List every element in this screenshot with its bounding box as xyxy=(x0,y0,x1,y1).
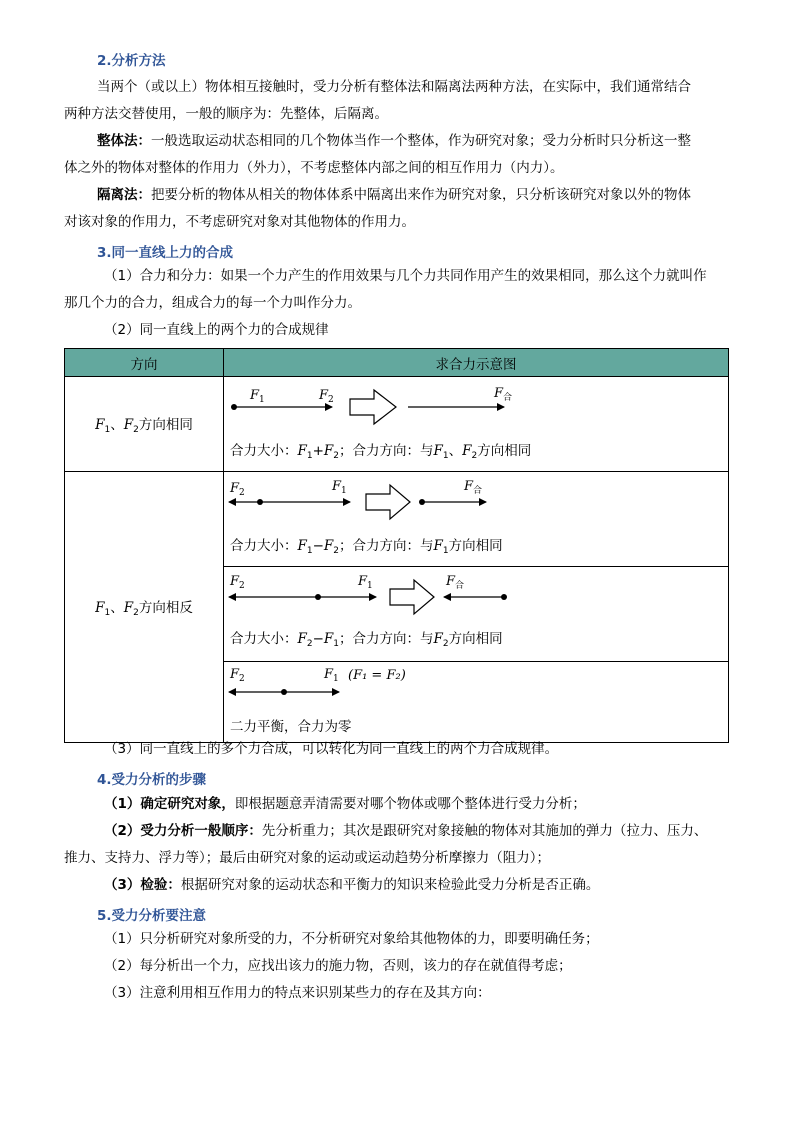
f2-sub: 2 xyxy=(471,451,478,461)
f1-symbol: F xyxy=(95,417,105,433)
f2-sub: 2 xyxy=(333,546,340,556)
whole-method-line-1 xyxy=(97,133,691,149)
section-5-title: 5.受力分析要注意 xyxy=(97,908,207,924)
result-same-direction xyxy=(230,439,531,461)
whole-method-label: 整体法： xyxy=(97,133,151,149)
size-label: 合力大小： xyxy=(230,443,298,459)
f1-sub: 1 xyxy=(442,451,449,461)
section-2-title: 2.分析方法 xyxy=(97,53,166,69)
note-1: （1）只分析研究对象所受的力，不分析研究对象给其他物体的力，即要明确任务； xyxy=(104,931,599,947)
f2-label: $F_2$ xyxy=(230,481,245,498)
isolation-method-line-2: 对该对象的作用力，不考虑研究对象对其他物体的作用力。 xyxy=(64,214,415,230)
same-direction-label: 方向相同 xyxy=(138,417,193,433)
equal-condition: (F₁ = F₂) xyxy=(348,668,406,683)
f2-label: $F_2$ xyxy=(319,388,334,405)
direction-same-text: 方向相同 xyxy=(477,443,532,459)
force-composition-table xyxy=(64,348,729,743)
whole-method-text: 一般选取运动状态相同的几个物体当作一个整体，作为研究对象；受力分析时只分析这一整 xyxy=(151,133,691,149)
step-2-line-1 xyxy=(104,823,707,839)
f1-symbol: F xyxy=(433,443,443,459)
origin-dot xyxy=(315,594,321,600)
sec3-point-1-line-1: （1）合力和分力：如果一个力产生的作用效果与几个力共同作用产生的效果相同，那么这个力就叫作 xyxy=(104,268,707,284)
sec3-point-1-line-2: 那几个力的合力，组成合力的每一个力叫作分力。 xyxy=(64,295,361,311)
table-row-opposite-a xyxy=(65,472,729,567)
f1-symbol: F xyxy=(297,538,307,554)
cell-same-direction xyxy=(65,377,224,472)
f1-sub: 1 xyxy=(442,546,449,556)
step-1-text: 即根据题意弄清需要对哪个物体或哪个整体进行受力分析； xyxy=(234,796,586,812)
minus-sign: − xyxy=(312,631,324,647)
direction-same-text: 方向相同 xyxy=(448,538,503,554)
direction-same-text: 方向相同 xyxy=(448,631,503,647)
f1-label: $F_1$ xyxy=(324,667,339,684)
header-diagram: 求合力示意图 xyxy=(224,349,729,377)
result-balance: 二力平衡，合力为零 xyxy=(230,719,352,735)
f2-sub: 2 xyxy=(133,425,139,435)
opposite-direction-label: 方向相反 xyxy=(138,600,193,616)
resultant-label: $F_合$ xyxy=(446,574,465,591)
whole-method-line-2: 体之外的物体对整体的作用力（外力），不考虑整体内部之间的相互作用力（内力）。 xyxy=(64,160,564,176)
size-label: 合力大小： xyxy=(230,538,298,554)
f1-label: $F_1$ xyxy=(250,388,265,405)
direction-label: ；合力方向：与 xyxy=(339,631,434,647)
header-direction: 方向 xyxy=(65,349,224,377)
f1-sub: 1 xyxy=(306,546,313,556)
origin-dot xyxy=(257,499,263,505)
separator: 、 xyxy=(110,417,124,433)
f1-label: $F_1$ xyxy=(358,574,373,591)
resultant-label: $F_合$ xyxy=(494,386,513,403)
f2-symbol: F xyxy=(123,417,134,433)
f2-sub: 2 xyxy=(442,639,449,649)
f2-symbol: F xyxy=(433,631,443,647)
f1-label: $F_1$ xyxy=(332,479,347,496)
f2-label: $F_2$ xyxy=(230,574,245,591)
table-header-row xyxy=(65,349,729,377)
diagram-opposite-f1-greater xyxy=(224,472,729,567)
result-opposite-f2-greater xyxy=(230,627,503,649)
size-label: 合力大小： xyxy=(230,631,298,647)
isolation-method-label: 隔离法： xyxy=(97,187,151,203)
cell-opposite-direction xyxy=(65,472,224,743)
f2-sub: 2 xyxy=(133,608,139,618)
step-3 xyxy=(104,877,599,893)
f1-symbol: F xyxy=(95,600,105,616)
diagram-opposite-f2-greater xyxy=(224,567,729,662)
step-1 xyxy=(104,796,586,812)
origin-dot xyxy=(281,689,287,695)
hollow-arrow-icon xyxy=(366,485,410,519)
sec2-paragraph-line-1: 当两个（或以上）物体相互接触时，受力分析有整体法和隔离法两种方法，在实际中，我们通常结合 xyxy=(97,79,691,95)
plus-sign: + xyxy=(312,443,324,459)
f2-symbol: F xyxy=(323,538,334,554)
step-2-text: 先分析重力；其次是跟研究对象接触的物体对其施加的弹力（拉力、压力、 xyxy=(261,823,708,839)
step-2-label: （2）受力分析一般顺序： xyxy=(104,823,262,839)
step-3-text: 根据研究对象的运动状态和平衡力的知识来检验此受力分析是否正确。 xyxy=(180,877,600,893)
f2-symbol: F xyxy=(323,443,334,459)
f2-sub: 2 xyxy=(333,451,340,461)
f1-sub: 1 xyxy=(104,608,111,618)
separator: 、 xyxy=(110,600,124,616)
f2-label: $F_2$ xyxy=(230,667,245,684)
diagram-opposite-equal xyxy=(224,662,729,743)
separator: 、 xyxy=(448,443,463,459)
direction-label: ；合力方向：与 xyxy=(339,538,434,554)
note-3: （3）注意利用相互作用力的特点来识别某些力的存在及其方向： xyxy=(104,985,491,1001)
step-2-line-2: 推力、支持力、浮力等）；最后由研究对象的运动或运动趋势分析摩擦力（阻力）； xyxy=(64,850,550,866)
f2-sub: 2 xyxy=(306,639,313,649)
step-3-label: （3）检验： xyxy=(104,877,181,893)
f1-symbol: F xyxy=(433,538,443,554)
f1-sub: 1 xyxy=(333,639,340,649)
isolation-method-text: 把要分析的物体从相关的物体体系中隔离出来作为研究对象，只分析该研究对象以外的物体 xyxy=(151,187,691,203)
f1-symbol: F xyxy=(323,631,334,647)
table-row-same-direction xyxy=(65,377,729,472)
hollow-arrow-icon xyxy=(350,390,396,424)
sec3-point-3: （3）同一直线上的多个力合成，可以转化为同一直线上的两个力合成规律。 xyxy=(104,741,559,757)
f1-symbol: F xyxy=(297,443,307,459)
f2-symbol: F xyxy=(462,443,472,459)
sec2-paragraph-line-2: 两种方法交替使用，一般的顺序为：先整体，后隔离。 xyxy=(64,106,388,122)
sec3-point-2: （2）同一直线上的两个力的合成规律 xyxy=(104,322,329,338)
f1-sub: 1 xyxy=(306,451,313,461)
hollow-arrow-icon xyxy=(390,580,434,614)
resultant-label: $F_合$ xyxy=(464,479,483,496)
step-1-label: （1）确定研究对象， xyxy=(104,796,235,812)
direction-label: ；合力方向：与 xyxy=(339,443,434,459)
f2-symbol: F xyxy=(123,600,134,616)
f1-sub: 1 xyxy=(104,425,111,435)
result-opposite-f1-greater xyxy=(230,534,503,556)
section-3-title: 3.同一直线上力的合成 xyxy=(97,245,234,261)
isolation-method-line-1 xyxy=(97,187,691,203)
note-2: （2）每分析出一个力，应找出该力的施力物，否则，该力的存在就值得考虑； xyxy=(104,958,572,974)
diagram-same-direction xyxy=(224,377,729,472)
section-4-title: 4.受力分析的步骤 xyxy=(97,772,207,788)
minus-sign: − xyxy=(312,538,324,554)
f2-symbol: F xyxy=(297,631,307,647)
